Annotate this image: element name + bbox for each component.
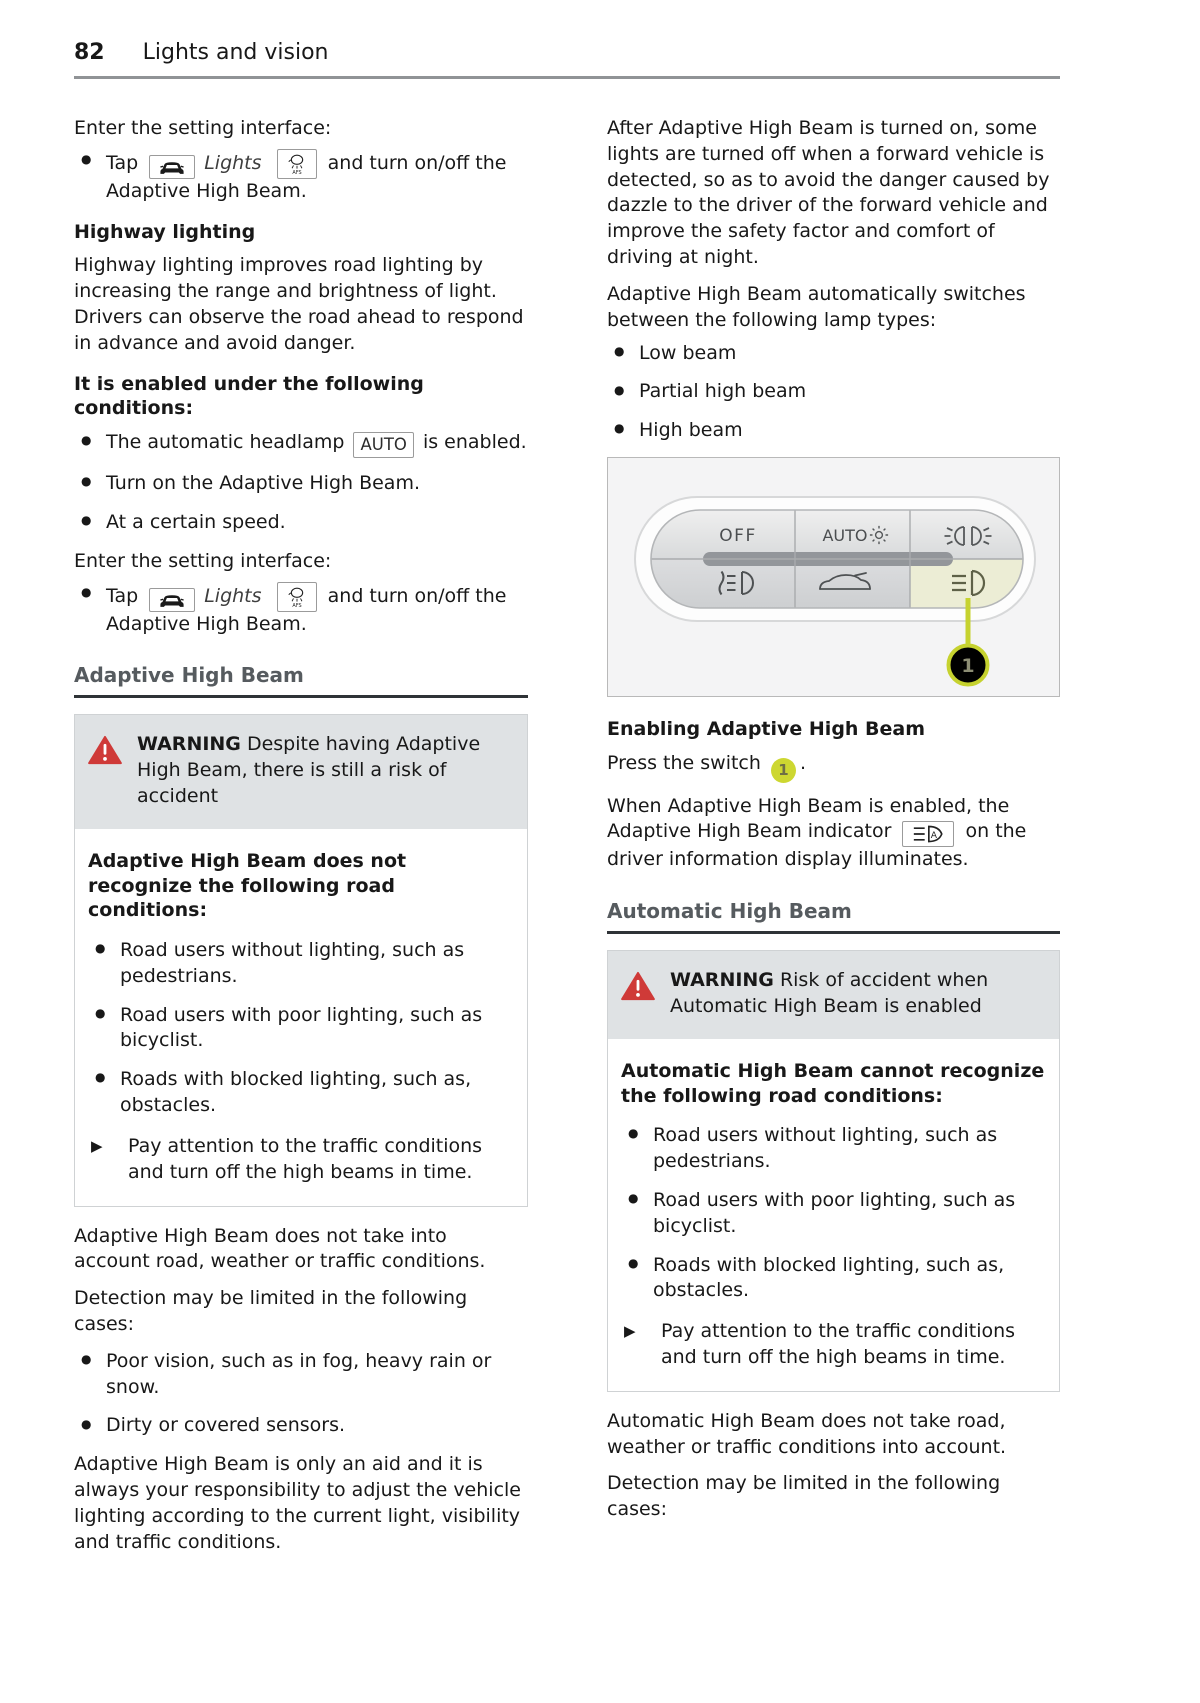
lights-menu-label: Lights [204, 584, 262, 607]
callout-number: 1 [961, 655, 975, 678]
switch-1-callout-badge: 1 [771, 758, 796, 783]
adaptive-warning-box [74, 714, 528, 1206]
conditions-list [74, 430, 528, 536]
press-switch-paragraph [607, 751, 1060, 783]
note-item: ● Road users without lighting, such as pedestrians. [621, 1123, 1046, 1175]
tap-word: Tap [106, 584, 139, 607]
warning-body: Risk of accident when Automatic High Beam is enabled [670, 969, 989, 1017]
car-settings-icon [149, 155, 195, 179]
right-column [607, 116, 1060, 1567]
press-switch-period: . [799, 751, 807, 774]
indicator-text-post: on the driver information display illuminates. [607, 820, 1027, 871]
condition-item [74, 430, 528, 458]
warning-note-body [75, 829, 527, 1206]
note-list [88, 938, 514, 1119]
detection-paragraph: Detection may be limited in the following cases: [74, 1287, 468, 1335]
lamp-type-item: ● High beam [607, 418, 1060, 444]
warning-triangle-icon [621, 971, 655, 1001]
note-action: ▶ Pay attention to the traffic conditions and turn off the high beams in time. [88, 1134, 514, 1186]
lights-menu-label: Lights [204, 151, 262, 174]
intro-paragraph: After Adaptive High Beam is turned on, some lights are turned off when a forward vehicle is detected, so as to avoid the danger caused by dazzle to the driver of the forward vehicle and improve the safety factor and comfort of driving at night. [607, 117, 1050, 269]
warning-body: Despite having Adaptive High Beam, there is still a risk of accident [137, 733, 481, 807]
two-column-layout [74, 116, 1060, 1567]
account-paragraph: Automatic High Beam does not take road, weather or traffic conditions into account. [607, 1409, 1007, 1458]
svg-text:AFS: AFS [291, 169, 302, 176]
note-heading: Automatic High Beam cannot recognize the following road conditions: [621, 1059, 1045, 1107]
note-item: ● Road users with poor lighting, such as bicyclist. [621, 1188, 1046, 1240]
tap-bullet [74, 582, 528, 638]
warning-strip [608, 951, 1059, 1039]
enter-setting-paragraph: Enter the setting interface: [74, 117, 332, 139]
warning-label: WARNING [670, 969, 774, 992]
adaptive-high-beam-section-heading: Adaptive High Beam [74, 663, 528, 698]
tap-bullet-text: and turn on/off the Adaptive High Beam. [106, 151, 507, 202]
aid-paragraph: Adaptive High Beam is only an aid and it is always your responsibility to adjust the vehicle lighting according to the current light, visibility and traffic conditions. [74, 1453, 521, 1553]
tap-bullet-text: and turn on/off the Adaptive High Beam. [106, 584, 507, 635]
off-position-label: OFF [719, 526, 757, 547]
page-number: 82 [74, 40, 105, 65]
warning-note-body [608, 1039, 1059, 1391]
light-switch-illustration [608, 458, 1059, 696]
warning-text [670, 968, 1045, 1020]
high-beam-assist-indicator-icon [902, 821, 954, 847]
note-item: ● Road users with poor lighting, such as bicyclist. [88, 1003, 514, 1055]
enabled-conditions-heading: It is enabled under the following conditions: [74, 372, 424, 420]
enter-setting-paragraph: Enter the setting interface: [74, 549, 332, 572]
warning-strip [75, 715, 527, 828]
light-switch-figure [607, 457, 1060, 697]
note-list [621, 1123, 1046, 1304]
lamp-type-item: ● Low beam [607, 341, 1060, 367]
lamp-types-list [607, 341, 1060, 444]
switches-paragraph: Adaptive High Beam automatically switches between the following lamp types: [607, 282, 1026, 331]
afs-headlamp-icon [277, 149, 317, 179]
account-paragraph: Adaptive High Beam does not take into account road, weather or traffic conditions. [74, 1224, 486, 1273]
condition-item: ● At a certain speed. [74, 510, 528, 536]
svg-text:AFS: AFS [291, 602, 302, 609]
enabling-heading: Enabling Adaptive High Beam [607, 718, 926, 741]
note-heading: Adaptive High Beam does not recognize the following road conditions: [88, 849, 407, 922]
car-settings-icon [149, 588, 195, 612]
page-header [74, 40, 1060, 79]
indicator-paragraph [607, 794, 1060, 874]
note-action: ▶ Pay attention to the traffic conditions and turn off the high beams in time. [621, 1319, 1046, 1371]
highway-lighting-heading: Highway lighting [74, 220, 256, 243]
tap-bullet-list [74, 149, 528, 205]
case-item: ● Poor vision, such as in fog, heavy rain or snow. [74, 1349, 528, 1401]
left-column [74, 116, 528, 1567]
warning-text [137, 732, 513, 809]
page-title: Lights and vision [142, 40, 329, 65]
automatic-high-beam-section-heading: Automatic High Beam [607, 899, 1060, 934]
condition-text-post: is enabled. [422, 431, 527, 454]
svg-text:A: A [931, 830, 938, 842]
afs-headlamp-icon [277, 582, 317, 612]
detection-cases-list [74, 1349, 528, 1439]
press-switch-text: Press the switch [607, 751, 761, 774]
condition-item: ● Turn on the Adaptive High Beam. [74, 471, 528, 497]
detection-paragraph: Detection may be limited in the following cases: [607, 1472, 1001, 1521]
case-item: ● Dirty or covered sensors. [74, 1413, 528, 1439]
note-item: ● Roads with blocked lighting, such as, obstacles. [88, 1067, 514, 1119]
lamp-type-item: ● Partial high beam [607, 379, 1060, 405]
note-item: ● Roads with blocked lighting, such as, obstacles. [621, 1253, 1046, 1305]
automatic-warning-box [607, 950, 1060, 1392]
auto-mode-badge: AUTO [353, 432, 413, 458]
tap-word: Tap [106, 151, 139, 174]
warning-label: WARNING [137, 733, 241, 756]
auto-position-label: AUTO [822, 526, 868, 546]
warning-triangle-icon [88, 735, 122, 765]
highway-lighting-paragraph: Highway lighting improves road lighting by increasing the range and brightness of light. Drivers can observe the road ahead to respond in advance and avoid danger. [74, 254, 524, 354]
tap-bullet-list [74, 582, 528, 638]
note-item: ● Road users without lighting, such as pedestrians. [88, 938, 514, 990]
indicator-text-pre: When Adaptive High Beam is enabled, the Adaptive High Beam indicator [607, 794, 1010, 843]
tap-bullet [74, 149, 528, 205]
condition-text-pre: The automatic headlamp [106, 431, 345, 454]
